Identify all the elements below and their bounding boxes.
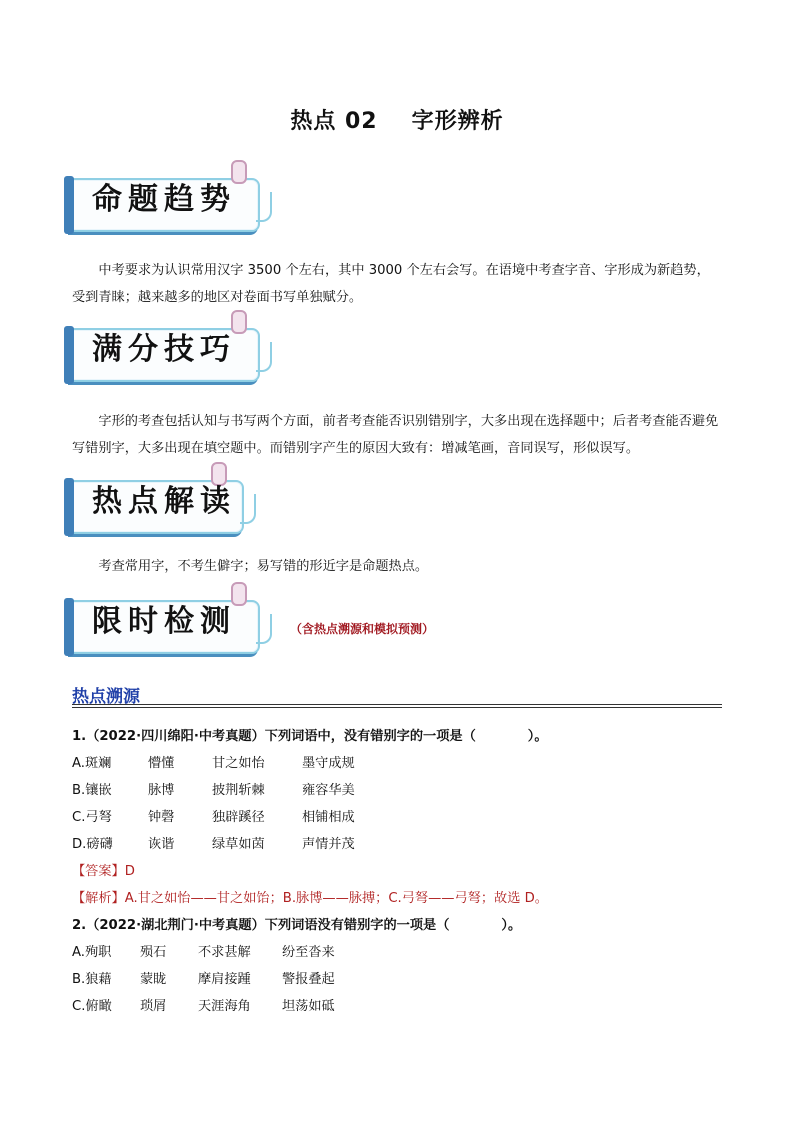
- divider: [72, 704, 722, 705]
- question-2-stem: 2.（2022·湖北荆门·中考真题）下列词语没有错别字的一项是（ ）。: [72, 918, 522, 933]
- reading-text: 考查常用字，不考生僻字；易写错的形近字是命题热点。: [98, 559, 429, 574]
- banner-label: 限时检测: [92, 604, 236, 639]
- banner-label: 命题趋势: [92, 182, 236, 217]
- banner-label: 满分技巧: [92, 332, 236, 367]
- page-title: [0, 104, 794, 135]
- title-topic: 字形辨析: [411, 109, 504, 134]
- banner-test: [70, 592, 262, 654]
- title-number: 热点 02: [290, 109, 378, 134]
- skills-text: 字形的考查包括认知与书写两个方面，前者考查能否识别错别字，大多出现在选择题中；后者考查能否避免写错别字，大多出现在填空题中。而错别字产生的原因大致有：增减笔画，音同误写，形似误写。: [72, 414, 719, 456]
- trend-text: 中考要求为认识常用汉字 3500 个左右，其中 3000 个左右会写。在语境中考查字音、字形成为新趋势，受到青睐；越来越多的地区对卷面书写单独赋分。: [72, 263, 710, 305]
- divider: [72, 707, 722, 708]
- answer-line: 【答案】D: [72, 864, 135, 879]
- banner-reading: [70, 472, 246, 534]
- answer-value: D: [124, 864, 135, 879]
- source-heading: 热点溯源: [72, 687, 140, 707]
- question-1-stem: 1.（2022·四川绵阳·中考真题）下列词语中，没有错别字的一项是（ ）。: [72, 729, 548, 744]
- analysis-text: A.甘之如怡——甘之如饴；B.脉博——脉搏；C.弓弩——弓弩；故选 D。: [124, 891, 548, 906]
- banner-label: 热点解读: [92, 484, 236, 519]
- banner-trend: [70, 170, 262, 232]
- banner-skills: [70, 320, 262, 382]
- analysis-line: 【解析】A.甘之如怡——甘之如饴；B.脉博——脉搏；C.弓弩——弓弩；故选 D。: [72, 891, 548, 906]
- test-note: （含热点溯源和模拟预测）: [290, 622, 435, 636]
